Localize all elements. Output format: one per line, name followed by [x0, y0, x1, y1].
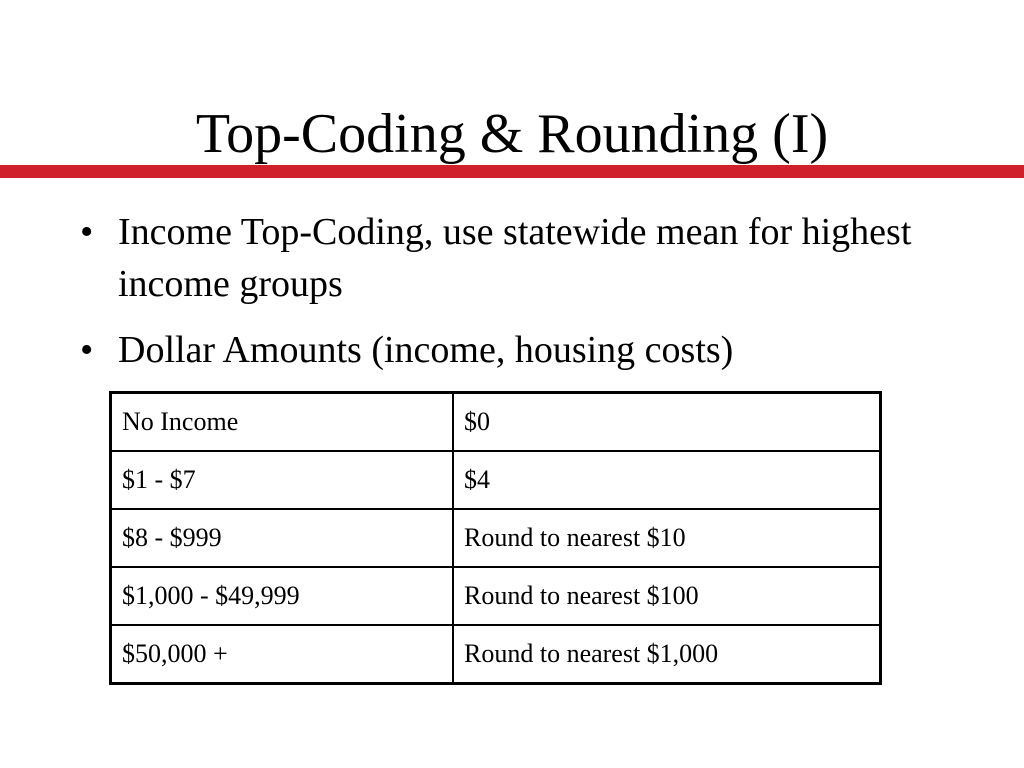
income-range-cell: $1,000 - $49,999	[111, 567, 454, 625]
table-row	[111, 567, 881, 625]
bullet-marker: •	[80, 329, 94, 371]
rounding-rule-cell: $4	[453, 451, 881, 509]
income-range-cell: $8 - $999	[111, 509, 454, 567]
rounding-table	[109, 391, 882, 685]
rounding-rule-cell: Round to nearest $10	[453, 509, 881, 567]
rounding-rule-cell: $0	[453, 393, 881, 452]
table-row	[111, 509, 881, 567]
table-row	[111, 625, 881, 684]
bullet-text: Dollar Amounts (income, housing costs)	[118, 329, 734, 371]
bullet-list	[80, 206, 960, 390]
income-range-cell: $50,000 +	[111, 625, 454, 684]
rounding-rule-cell: Round to nearest $100	[453, 567, 881, 625]
rounding-rule-cell: Round to nearest $1,000	[453, 625, 881, 684]
bullet-item	[80, 324, 960, 376]
bullet-item	[80, 206, 960, 310]
rounding-table-container	[109, 391, 882, 685]
bullet-marker: •	[80, 211, 94, 253]
income-range-cell: $1 - $7	[111, 451, 454, 509]
slide-title: Top-Coding & Rounding (I)	[195, 103, 829, 165]
income-range-cell: No Income	[111, 393, 454, 452]
table-row	[111, 451, 881, 509]
table-row	[111, 393, 881, 452]
bullet-text: Income Top-Coding, use statewide mean for highest income groups	[118, 211, 912, 305]
title-underline-bar	[0, 165, 1024, 178]
